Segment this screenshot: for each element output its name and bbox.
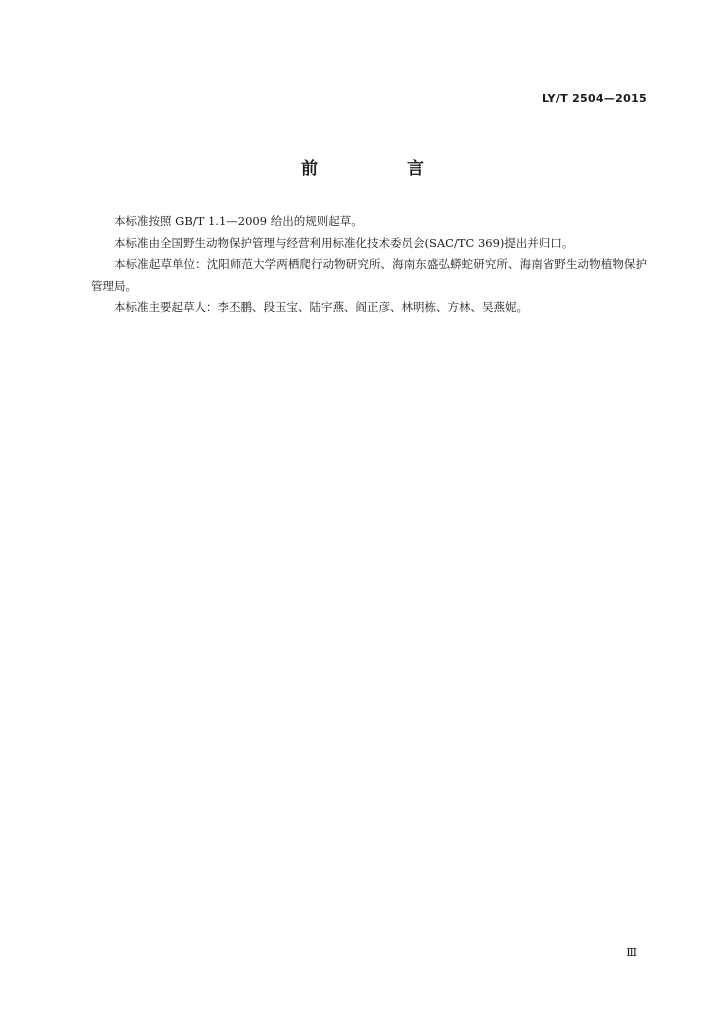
preface-body <box>91 211 647 319</box>
paragraph: 本标准主要起草人：李丕鹏、段玉宝、陆宇燕、阎正彦、林明栋、方林、吴燕妮。 <box>114 300 528 314</box>
section-title: 前 言 <box>301 159 460 179</box>
paragraph: 本标准按照 GB/T 1.1—2009 给出的规则起草。 <box>114 214 363 228</box>
paragraph: 本标准起草单位：沈阳师范大学两栖爬行动物研究所、海南东盛弘蟒蛇研究所、海南省野生动物植物保护管理局。 <box>91 257 647 293</box>
document-code: LY/T 2504—2015 <box>541 92 647 105</box>
paragraph: 本标准由全国野生动物保护管理与经营利用标准化技术委员会(SAC/TC 369)提出并归口。 <box>114 235 574 250</box>
page-number: Ⅲ <box>626 946 637 959</box>
